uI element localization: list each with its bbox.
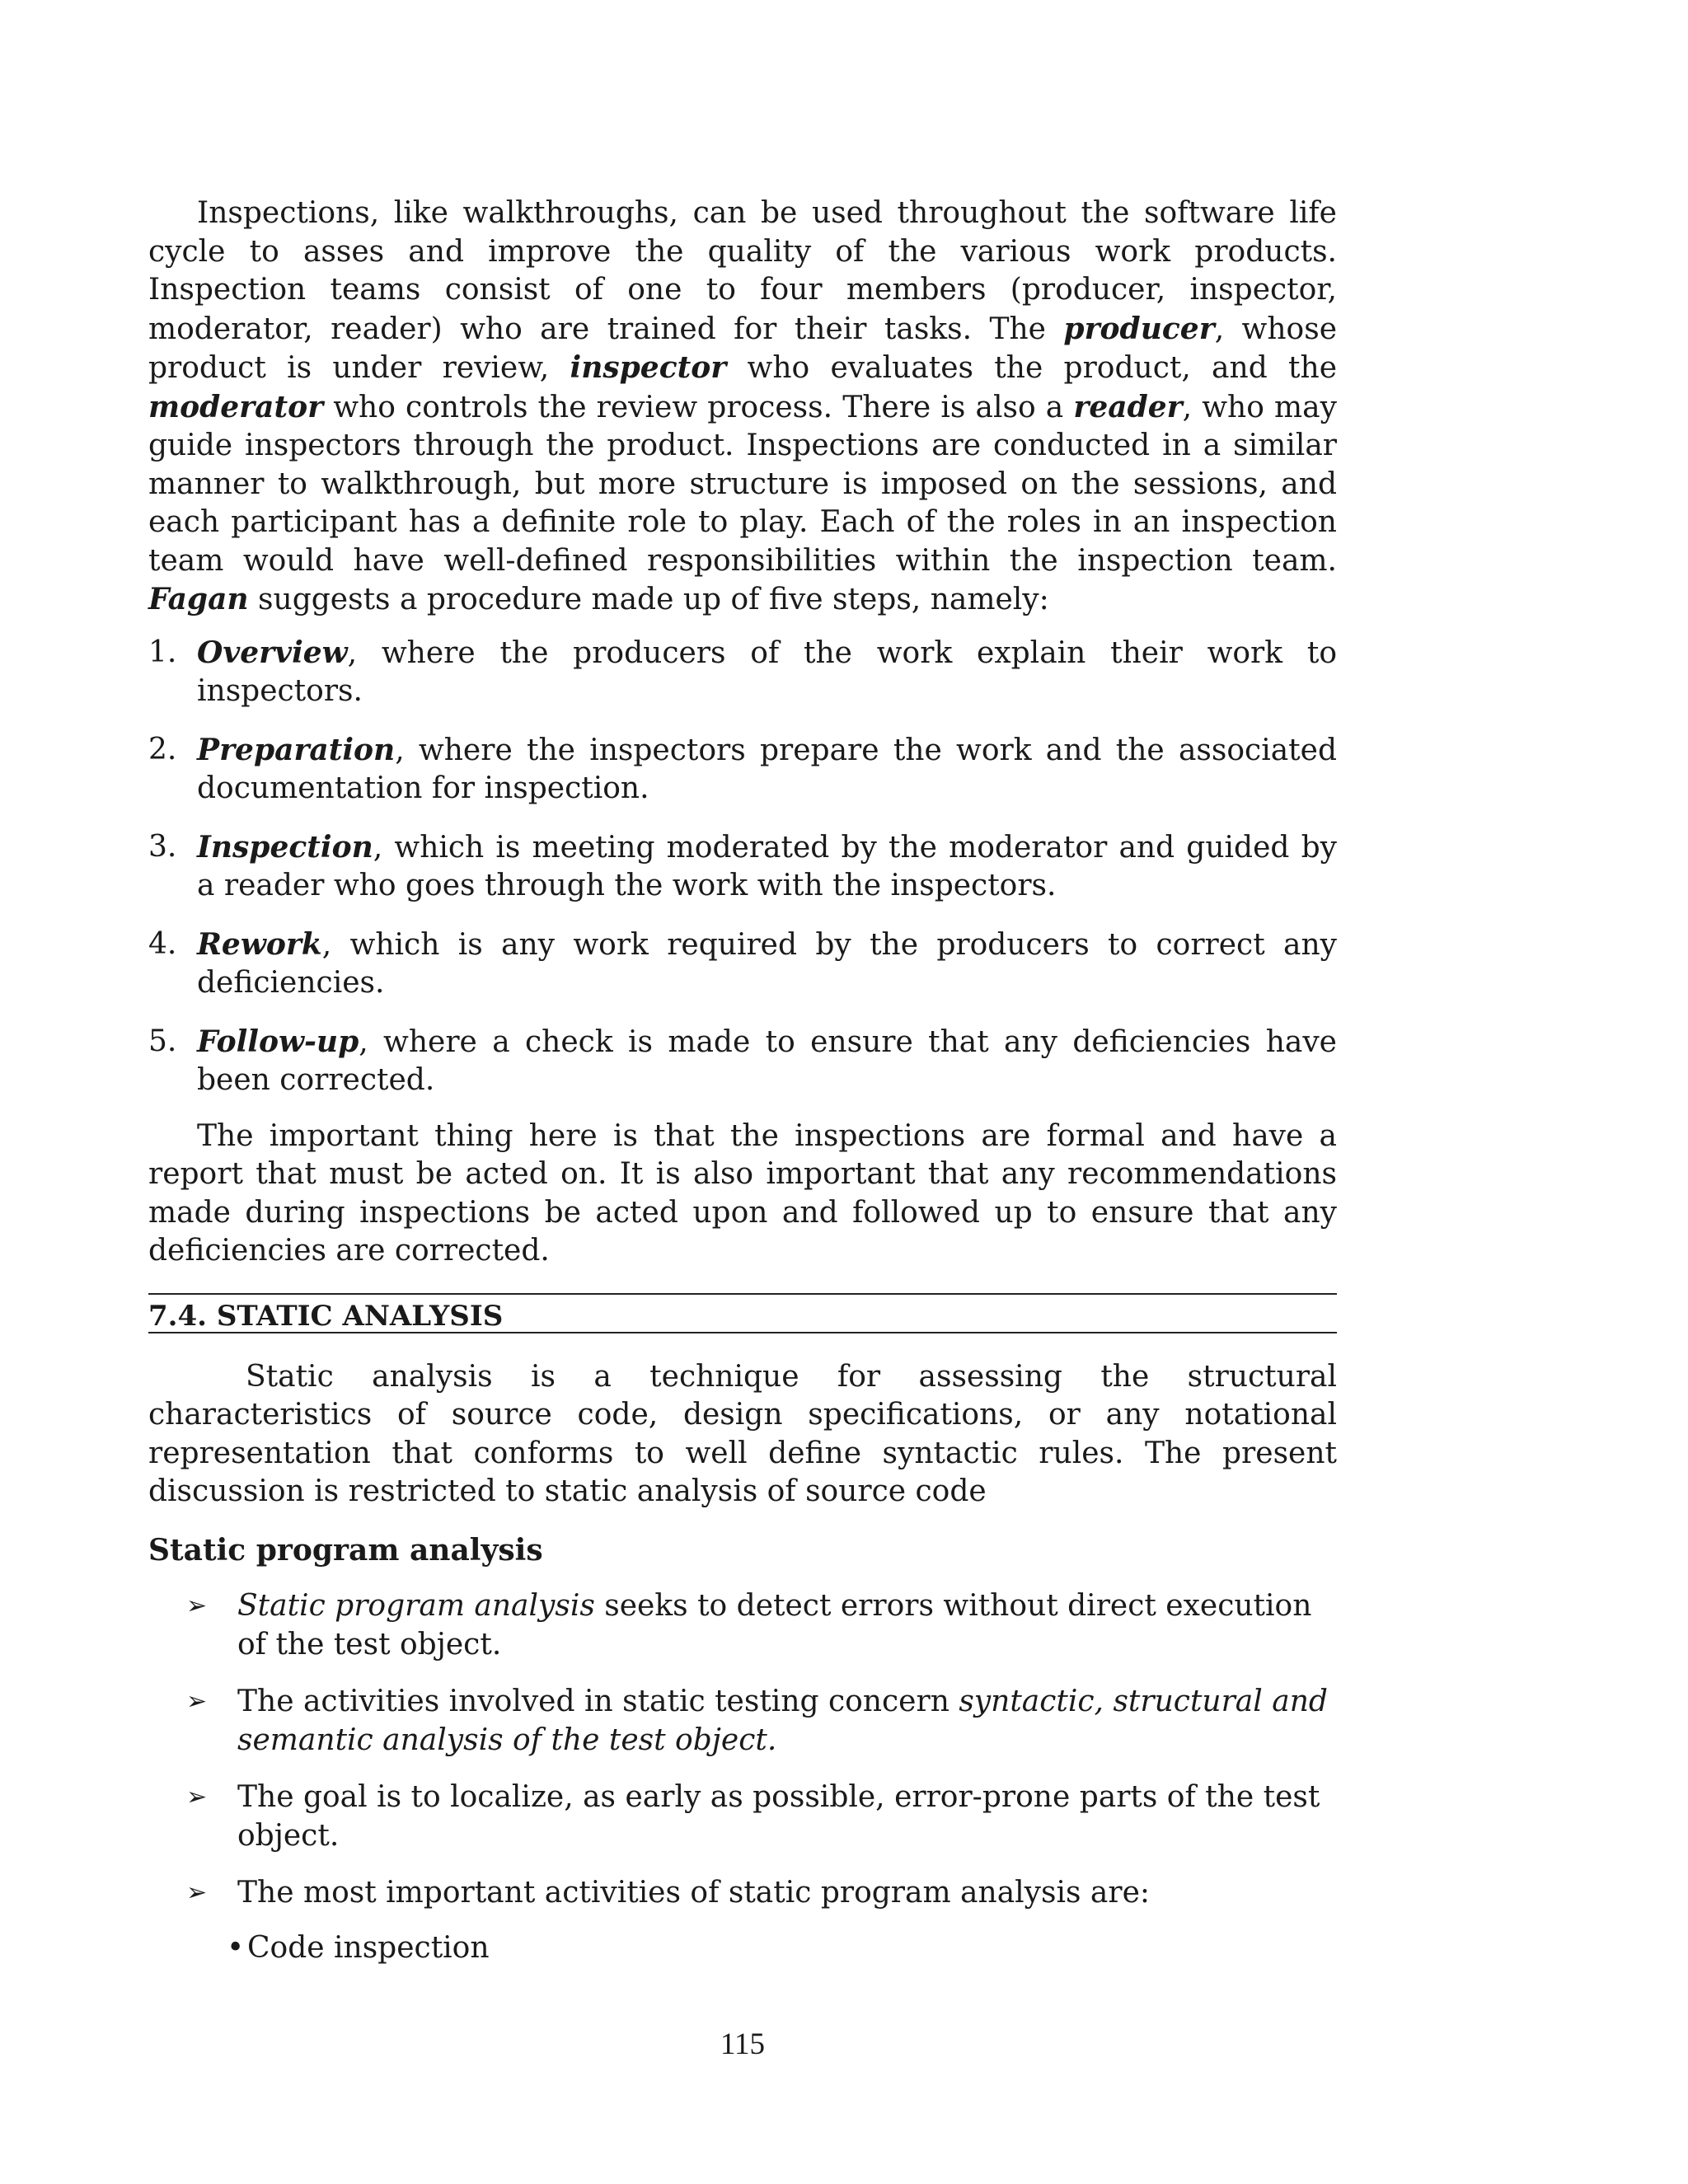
step-text: , where the producers of the work explain their work to inspectors. — [197, 635, 1337, 708]
text-run: , whose product is under review, — [148, 312, 1338, 385]
term-moderator: moderator — [148, 389, 324, 424]
item-text: The goal is to localize, as early as possible, error-prone parts of the test object. — [237, 1780, 1320, 1853]
text-run: suggests a procedure made up of five steps, namely: — [248, 583, 1049, 616]
list-item — [148, 634, 1337, 711]
term-inspector: inspector — [570, 350, 727, 385]
italic-text: Static program analysis — [237, 1589, 595, 1623]
list-item — [148, 1874, 1337, 1913]
step-number: 3. — [148, 829, 177, 864]
text-run: who evaluates the product, and the — [726, 351, 1337, 385]
page-content — [148, 194, 1337, 1967]
step-text: , where a check is made to ensure that any deficiencies have been corrected. — [197, 1024, 1337, 1097]
list-item — [148, 828, 1337, 906]
list-item — [148, 1587, 1337, 1664]
step-text: , where the inspectors prepare the work and the associated documentation for inspection. — [197, 733, 1337, 805]
list-item — [148, 926, 1337, 1003]
step-text: , which is meeting moderated by the moderator and guided by a reader who goes through the work with the inspectors. — [197, 830, 1337, 902]
list-item — [148, 1023, 1337, 1100]
step-text: , which is any work required by the producers to correct any deficiencies. — [197, 927, 1337, 1000]
italic-text: syntactic, structural and semantic analysis of the test object. — [237, 1685, 1328, 1757]
bullet-dot-icon: • — [227, 1930, 245, 1965]
step-number: 1. — [148, 635, 177, 669]
term-fagan: Fagan — [148, 582, 249, 616]
list-item — [148, 731, 1337, 808]
step-number: 5. — [148, 1024, 177, 1058]
step-number: 4. — [148, 926, 177, 961]
inspection-steps-list — [148, 634, 1337, 1100]
list-item — [148, 1683, 1337, 1760]
step-term: Overview — [197, 635, 348, 670]
sub-bullet-item — [148, 1929, 1337, 1968]
arrow-bullet-icon: ➢ — [186, 1878, 208, 1907]
arrow-bullet-icon: ➢ — [186, 1591, 208, 1620]
list-item — [148, 1779, 1337, 1855]
item-text: seeks to detect errors without direct execution of the test object. — [237, 1589, 1312, 1661]
section-heading: 7.4. STATIC ANALYSIS — [148, 1293, 1337, 1333]
page-number: 115 — [720, 2027, 766, 2061]
item-text: The most important activities of static program analysis are: — [237, 1876, 1151, 1910]
term-reader: reader — [1073, 389, 1183, 424]
item-text: The activities involved in static testing concern — [237, 1685, 959, 1718]
step-number: 2. — [148, 732, 177, 766]
step-term: Rework — [197, 926, 322, 962]
term-producer: producer — [1063, 311, 1215, 346]
arrow-bullet-list — [148, 1587, 1337, 1913]
arrow-bullet-icon: ➢ — [186, 1783, 208, 1811]
summary-paragraph: The important thing here is that the inspections are formal and have a report that must be acted on. It is also important that any recommendations made during inspections be acted upon and followed up to ensure that any deficiencies are corrected. — [148, 1118, 1337, 1268]
text-run: who controls the review process. There is also a — [323, 390, 1074, 424]
step-term: Inspection — [197, 829, 373, 865]
sub-bullet-text: Code inspection — [247, 1930, 490, 1965]
static-analysis-paragraph: Static analysis is a technique for assessing the structural characteristics of source code, design specifications, or any notational representation that conforms to well define syntactic rules. The present discussion is restricted to static analysis of source code — [148, 1359, 1337, 1508]
step-term: Preparation — [197, 732, 396, 767]
step-term: Follow-up — [197, 1024, 359, 1059]
text-run: Inspections, like walkthroughs, can be used throughout the software life cycle to asses and improve the quality of the various work products. Inspection teams consist of one to four members (producer, inspector, moderator, reader) who are trained for their tasks. The — [148, 196, 1337, 346]
text-run: , who may guide inspectors through the product. Inspections are conducted in a similar manner to walkthrough, but more structure is imposed on the sessions, and each participant has a definite role to play. Each of the roles in an inspection team would have well-defined responsibilities within the inspection team. — [148, 390, 1337, 578]
intro-paragraph — [148, 194, 1337, 620]
arrow-bullet-icon: ➢ — [186, 1687, 208, 1716]
subheading: Static program analysis — [148, 1532, 543, 1568]
